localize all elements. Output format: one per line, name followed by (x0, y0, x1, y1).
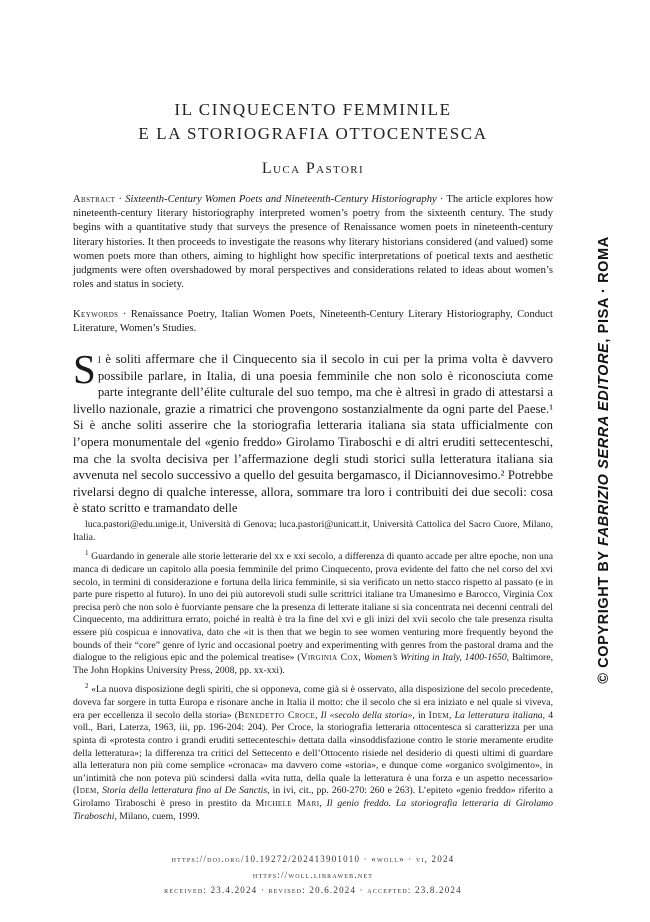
footnote-1 (73, 547, 553, 677)
copyright-publisher: FABRIZIO SERRA EDITORE (596, 342, 612, 546)
footnote-1-author: Virginia Cox (300, 652, 359, 664)
copyright-notice (596, 236, 612, 684)
keywords (73, 308, 553, 336)
body-first-letter: i (97, 352, 101, 366)
footnote-2-work-2: La letteratura italiana (454, 709, 543, 721)
footnote-2-sep-1: , (315, 709, 321, 721)
footnote-2-mark: 2 (85, 682, 89, 691)
footnote-2-work-4: Il genio freddo. La storiografia letteraria di Girolamo Tiraboschi (73, 797, 554, 822)
footnote-1-work: Women’s Writing in Italy, 1400-1650 (363, 652, 507, 664)
title-line-1: IL CINQUECENTO FEMMINILE (174, 100, 452, 119)
footnote-2-sep-7: , (319, 797, 327, 809)
journal-url[interactable]: https://woll.libraweb.net (252, 870, 374, 880)
footnote-2-text-2: , 4 voll., Bari, Laterza, 1963, iii, pp. 196-204: 204). Per Croce, la storiografia letteraria ottocentesca si caratterizza per una spinta di «protesta contro i grandi eruditi settecenteschi» dettata dalla «insoddisfazione contro le storie meramente erudite della letteratura»; la differenza tra critici del Settecento e dell’Ottocento risiede nel desiderio di questi ultimi di guardare alla letteratura non più come semplice «cronaca» ma davvero come «storia», e dunque come «organico svolgimento», in un’intimità che non poteva più scindersi dalla «vita tutta, della quale la letteratura è una forza e un aspetto necessario» ( (73, 709, 554, 797)
footnote-2-author-mari: Michele Mari (255, 797, 320, 809)
footnote-2-text-4: , Milano, cuem, 1999. (114, 810, 200, 822)
body-text (73, 346, 553, 517)
copyright-suffix: , PISA · ROMA (596, 236, 612, 343)
abstract-label: Abstract (73, 194, 116, 205)
footnote-1-text: Guardando in generale alle storie letterarie del xx e xxi secolo, a differenza di quanto accade per altre epoche, non una manca di dedicare un capitolo alla poesia femminile del primo Cinquecento, prova evidente del fatto che nel corso del xvi secolo, in termini di considerazione e fortuna della lirica femminile, si sia verificato un netto stacco rispetto al passato (e in parte pure rispetto al futuro). In uno dei più autorevoli studi sulle scrittrici italiane tra Umanesimo e Barocco, Virginia Cox precisa però che non solo è fuorviante pensare che la presenza di letterate italiane si sia concentrata nei decenni centrali del Cinquecento, ma addirittura errato, poiché in realtà è tra la fine del xvi e gli inizi del xvii secolo che tale presenza risulta essere più cospicua e innovativa, dato che «it is then that we begin to see women venturing more frequently beyond the bounds of their “core” genre of lyric and occasional poetry and experimenting with genres from the pastoral drama and the dialogue to the religious epic and the polemical treatise» ( (73, 551, 553, 664)
submission-dates: received: 23.4.2024 · revised: 20.6.2024 · accepted: 23.8.2024 (164, 885, 462, 895)
footnote-2-author-croce: Benedetto Croce (237, 709, 316, 721)
author-name: Luca Pastori (261, 160, 365, 177)
footnote-2-work-3: Storia della letteratura fino al De Sanctis (102, 785, 268, 797)
footnote-2-text-3: , in ivi, cit., pp. 260-270: 260 e 263). L’epiteto «genio freddo» riferito a Girolamo Tiraboschi è preso in prestito da (73, 785, 553, 809)
footnote-2-idem-1: Idem (428, 709, 449, 721)
footnote-1-sep: , (358, 652, 364, 664)
doi-line[interactable]: https://doi.org/10.19272/202413901010 · «woll» · vi, 2024 (171, 854, 455, 864)
keywords-label: Keywords (73, 309, 119, 320)
article-title (73, 98, 553, 146)
copyright-prefix: © COPYRIGHT BY (596, 545, 612, 684)
footnote-2-sep-2: , in (412, 709, 429, 721)
footnote-2-idem-2: Idem (76, 785, 97, 797)
abstract-separator: · (115, 194, 126, 205)
author-affiliation-note: luca.pastori@edu.unige.it, Università di Genova; luca.pastori@unicatt.it, Università Cattolica del Sacro Cuore, Milano, Italia. (73, 519, 553, 543)
footnote-1-citation: , Baltimore, The John Hopkins University Press, 2008, pp. xx-xxi). (73, 652, 553, 676)
title-line-2: E LA STORIOGRAFIA OTTOCENTESCA (138, 124, 488, 143)
footnote-2 (73, 680, 553, 823)
footnote-1-mark: 1 (85, 549, 89, 558)
abstract-english-title: Sixteenth-Century Women Poets and Nineteenth-Century Historiography (125, 194, 437, 205)
body-paragraph: è soliti affermare che il Cinquecento sia il secolo in cui per la prima volta è davvero possibile parlare, in Italia, di una poesia femminile che non solo è riconosciuta come parte integrante dell’élite culturale del suo tempo, ma che è altresì in grado di attestarsi a livello nazionale, grazie a rimatrici che provengono sostanzialmente da ogni parte del Paese.¹ Si è anche soliti asserire che la storiografia letteraria italiana sia stata ufficialmente con l’opera monumentale del «genio freddo» Girolamo Tiraboschi e di altri eruditi settecenteschi, ma che la svolta decisiva per l’affermazione degli studi storici sulla letteratura italiana sia avvenuta nel secolo successivo a quello del gesuita bergamasco, il Diciannovesimo.² Potrebbe rivelarsi degno di qualche interesse, allora, sommare tra loro i contribuiti dei due secoli: cosa è stato scritto e tramandato delle (73, 352, 553, 516)
keywords-text: · Renaissance Poetry, Italian Women Poets, Nineteenth-Century Literary Historiography, Conduct Literature, Women’s Studies. (73, 309, 553, 335)
drop-cap: S (73, 346, 96, 392)
footnote-2-text: «La nuova disposizione degli spiriti, che si opponeva, come già si è osservato, alla disposizione del secolo precedente, doveva far sorgere in tutta Europa e risonare anche in Italia il motto: che il secolo che si era iniziato e nel quale si viveva, era per eccellenza il secolo della storia» ( (73, 684, 553, 721)
abstract-text: · The article explores how nineteenth-century literary historiography interpreted women’s poetry from the sixteenth century. The study begins with a quantitative study that surveys the presence of Renaissance women poets in nineteenth-century literary histories. It then proceeds to investigate the reasons why literary historians considered (and valued) some women poets more than others, aiming to highlight how specific interpretations of poetical texts and aesthetic judgments were often overshadowed by moral perspectives and considerations related to ideas about women’s roles and status in society. (73, 194, 553, 291)
abstract (73, 193, 553, 292)
footnotes (73, 519, 553, 823)
footnote-2-sep-3: , (449, 709, 455, 721)
footnote-2-work-1: Il «secolo della storia» (320, 709, 413, 721)
footnote-2-sep-5: , (96, 785, 103, 797)
